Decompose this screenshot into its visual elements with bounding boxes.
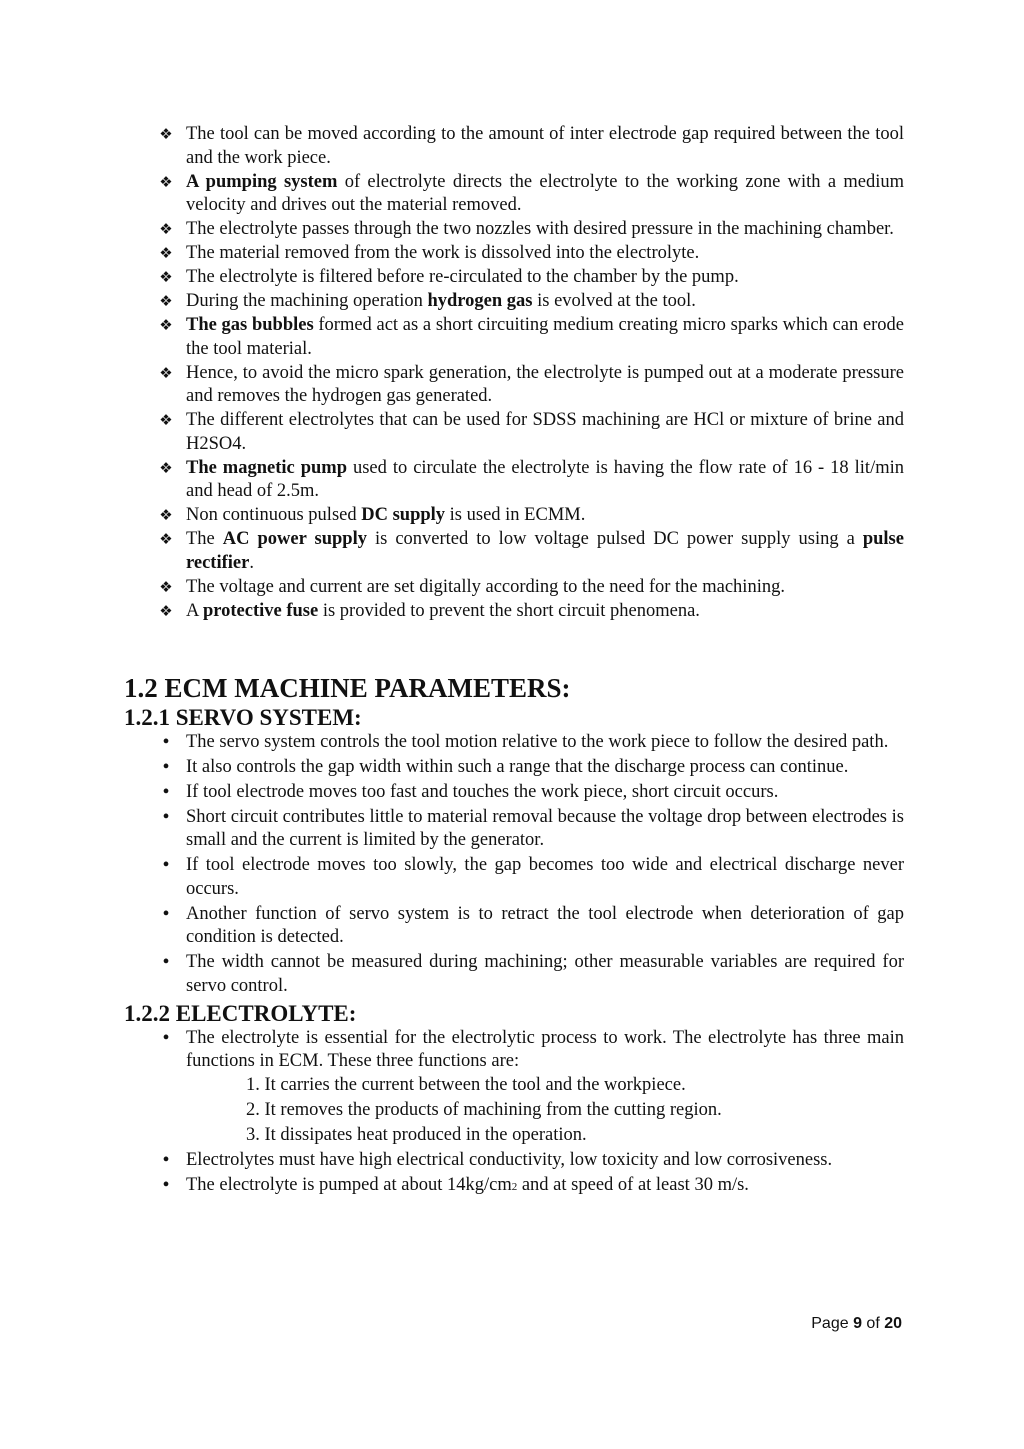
- item-text: During the machining operation: [186, 291, 428, 311]
- bullet-dot-icon: •: [162, 902, 170, 925]
- item-text: Short circuit contributes little to material removal because the voltage drop between electrodes is small and the current is limited by the generator.: [186, 806, 904, 850]
- bullet-dot-icon: •: [162, 730, 170, 753]
- bullet-dot-icon: •: [162, 780, 170, 803]
- list-item: [124, 528, 904, 575]
- diamond-bullet-icon: ❖: [159, 601, 173, 620]
- list-item: [124, 504, 904, 528]
- list-item: [124, 600, 904, 624]
- diamond-bullet-icon: ❖: [159, 292, 173, 310]
- list-item: [124, 854, 904, 901]
- bullet-dot-icon: •: [162, 1173, 170, 1196]
- item-text: Hence, to avoid the micro spark generation, the electrolyte is pumped out at a moderate pressure and removes the hydrogen gas generated.: [186, 362, 904, 406]
- bold-term: protective fuse: [202, 600, 319, 621]
- diamond-bullet-icon: ❖: [159, 220, 173, 238]
- diamond-bullet-icon: ❖: [159, 530, 173, 548]
- servo-system-heading: 1.2.1 SERVO SYSTEM:: [124, 704, 362, 730]
- item-text: The width cannot be measured during machining; other measurable variables are required for servo control.: [186, 952, 904, 996]
- item-text: is used in ECMM.: [445, 505, 586, 525]
- item-text: used to circulate the electrolyte is having the flow rate of 16 - 18 lit/min and head of 2.5m.: [186, 457, 904, 501]
- section-heading: 1.2 ECM MACHINE PARAMETERS:: [124, 672, 571, 703]
- page-number-footer: [811, 1315, 902, 1333]
- page-label: Page: [811, 1315, 854, 1332]
- item-text: The servo system controls the tool motion relative to the work piece to follow the desired path.: [186, 731, 889, 752]
- pump-pressure-text: The electrolyte is pumped at about 14kg/cm: [186, 1174, 512, 1195]
- item-text: is provided to prevent the short circuit phenomena.: [318, 600, 700, 621]
- item-text: formed act as a short circuiting medium creating micro sparks which can erode the tool material.: [186, 315, 905, 359]
- list-item: [124, 903, 904, 950]
- item-text: is converted to low voltage pulsed DC power supply using a: [366, 529, 863, 549]
- item-text: .: [249, 552, 254, 573]
- servo-bullet-list: [124, 731, 904, 999]
- of-label: of: [861, 1315, 885, 1332]
- unit-subscript: 2: [511, 1180, 518, 1193]
- list-item: [124, 314, 904, 361]
- bullet-dot-icon: •: [162, 755, 170, 778]
- item-text: The material removed from the work is dissolved into the electrolyte.: [186, 243, 700, 263]
- item-text: It also controls the gap width within such a range that the discharge process can continue.: [186, 756, 849, 777]
- diamond-bullet-icon: ❖: [159, 577, 173, 596]
- current-page-number: 9: [853, 1315, 862, 1332]
- function-item: 1. It carries the current between the tool and the workpiece.: [246, 1074, 686, 1095]
- electrolyte-functions-list: [186, 1074, 904, 1148]
- item-text: The: [186, 529, 223, 549]
- list-item: [124, 806, 904, 853]
- item-text: A: [186, 600, 203, 621]
- list-item: [124, 266, 904, 290]
- diamond-bullet-icon: ❖: [159, 411, 173, 429]
- item-text: Non continuous pulsed: [186, 505, 362, 525]
- bullet-dot-icon: •: [162, 1148, 170, 1171]
- list-item: [124, 1027, 904, 1148]
- list-item: [124, 756, 904, 780]
- diamond-bullet-icon: ❖: [159, 316, 173, 334]
- electrolyte-intro: The electrolyte is essential for the electrolytic process to work. The electrolyte has three main functions in ECM. These three functions are:: [186, 1027, 904, 1071]
- bullet-dot-icon: •: [162, 854, 170, 876]
- list-item: [124, 457, 904, 504]
- diamond-bullet-icon: ❖: [159, 125, 173, 143]
- list-item: [124, 409, 904, 456]
- list-item: [124, 218, 904, 242]
- diamond-bullet-icon: ❖: [159, 458, 173, 477]
- item-text: The tool can be moved according to the amount of inter electrode gap required between the tool and the work piece.: [186, 124, 904, 168]
- feature-bullet-list: [124, 123, 904, 623]
- list-item: [124, 1149, 904, 1173]
- diamond-bullet-icon: ❖: [159, 506, 173, 524]
- item-text: The different electrolytes that can be used for SDSS machining are HCl or mixture of brine and H2SO4.: [186, 410, 904, 454]
- list-item: [124, 171, 904, 218]
- list-item: [124, 781, 904, 805]
- pump-speed-text: and at speed of at least 30 m/s.: [517, 1174, 749, 1195]
- diamond-bullet-icon: ❖: [159, 363, 173, 382]
- list-item: [124, 362, 904, 409]
- bold-term: DC supply: [361, 505, 446, 525]
- item-text: The voltage and current are set digitally according to the need for the machining.: [186, 576, 785, 597]
- bullet-dot-icon: •: [162, 951, 170, 973]
- item-text: The electrolyte is filtered before re-circulated to the chamber by the pump.: [186, 267, 739, 287]
- list-item: [124, 731, 904, 755]
- list-item: [124, 290, 904, 314]
- diamond-bullet-icon: ❖: [159, 172, 173, 191]
- diamond-bullet-icon: ❖: [159, 268, 173, 286]
- item-text: The electrolyte passes through the two nozzles with desired pressure in the machining chamber.: [186, 219, 894, 239]
- item-text: If tool electrode moves too fast and touches the work piece, short circuit occurs.: [186, 781, 779, 802]
- bold-term: AC power supply: [222, 529, 367, 549]
- list-item: [124, 123, 904, 170]
- item-text: of electrolyte directs the electrolyte to the working zone with a medium velocity and drives out the material removed.: [186, 171, 904, 215]
- bold-term: A pumping system: [186, 171, 338, 192]
- total-page-count: 20: [884, 1315, 902, 1332]
- bullet-dot-icon: •: [162, 805, 170, 828]
- bold-term: hydrogen gas: [427, 291, 533, 311]
- list-item: [124, 576, 904, 600]
- electrolyte-requirement: Electrolytes must have high electrical conductivity, low toxicity and low corrosiveness.: [186, 1149, 833, 1170]
- list-item: [124, 1174, 904, 1200]
- electrolyte-heading: 1.2.2 ELECTROLYTE:: [124, 1000, 357, 1026]
- electrolyte-bullet-list: [124, 1027, 904, 1200]
- item-text: Another function of servo system is to retract the tool electrode when deterioration of gap condition is detected.: [186, 903, 904, 947]
- bold-term: pulse rectifier: [186, 529, 904, 573]
- function-item: 2. It removes the products of machining from the cutting region.: [246, 1099, 722, 1120]
- diamond-bullet-icon: ❖: [159, 244, 173, 262]
- item-text: If tool electrode moves too slowly, the gap becomes too wide and electrical discharge never occurs.: [186, 855, 904, 899]
- bold-term: The magnetic pump: [186, 457, 347, 478]
- bold-term: The gas bubbles: [186, 315, 314, 335]
- item-text: is evolved at the tool.: [532, 291, 696, 311]
- function-item: 3. It dissipates heat produced in the operation.: [246, 1124, 587, 1145]
- list-item: [124, 951, 904, 998]
- list-item: [124, 242, 904, 266]
- page-content: [124, 123, 904, 1201]
- bullet-dot-icon: •: [162, 1026, 170, 1049]
